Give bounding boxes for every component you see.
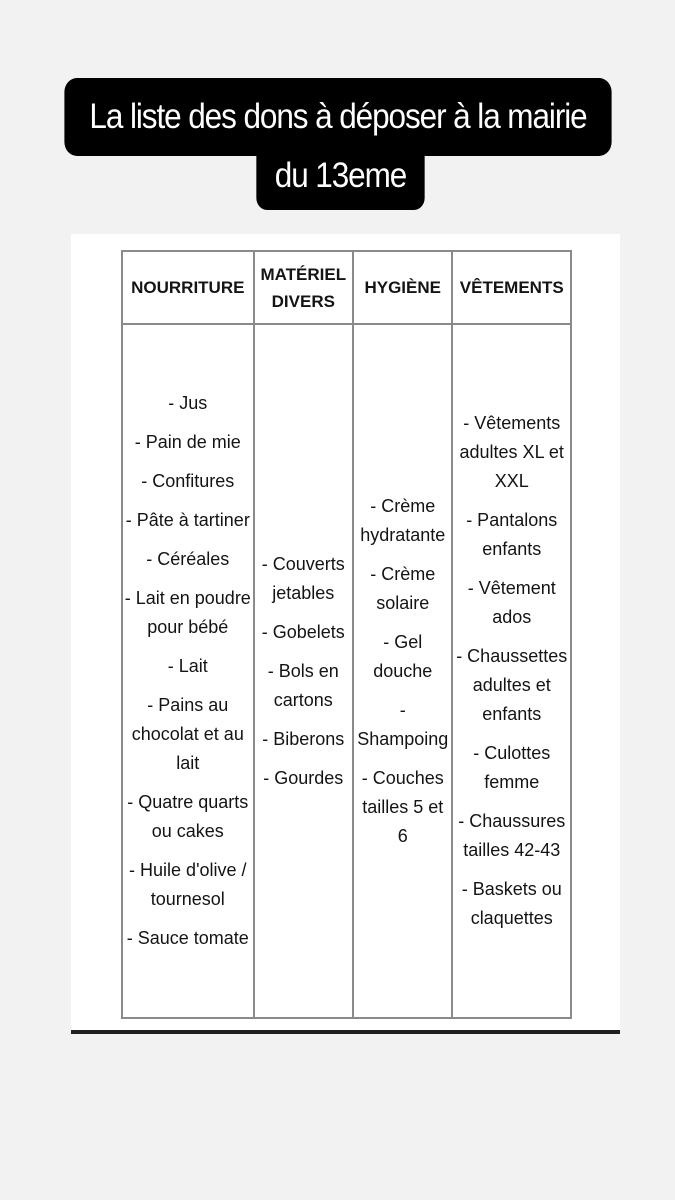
donations-table xyxy=(121,250,572,1019)
list-item: - Gel douche xyxy=(373,631,433,681)
item-list xyxy=(354,492,451,851)
column-header-vetements: VÊTEMENTS xyxy=(452,251,571,324)
list-item: - Chaussures tailles 42-43 xyxy=(458,811,566,860)
item-list xyxy=(453,409,570,933)
list-item: - Céréales xyxy=(146,549,230,569)
list-item: - Lait en poudre pour bébé xyxy=(124,588,251,637)
column-header-nourriture: NOURRITURE xyxy=(122,251,254,324)
column-header-hygiene: HYGIÈNE xyxy=(353,251,452,324)
list-item: - Gourdes xyxy=(263,767,344,788)
list-item: - Huile d'olive / tournesol xyxy=(129,860,247,909)
list-item: - Lait xyxy=(167,656,208,676)
item-list xyxy=(255,550,352,793)
list-item: - Chaussettes adultes et enfants xyxy=(456,646,568,724)
column-header-materiel-divers: MATÉRIEL DIVERS xyxy=(254,251,353,324)
column-cell-hygiene xyxy=(353,324,452,1018)
list-item: - Pâte à tartiner xyxy=(125,510,250,530)
list-item: - Sauce tomate xyxy=(126,928,249,948)
list-item: - Baskets ou claquettes xyxy=(461,879,562,928)
document-bottom-rule xyxy=(71,1030,620,1034)
column-cell-materiel-divers xyxy=(254,324,353,1018)
list-item: - Pantalons enfants xyxy=(466,510,558,559)
list-item: - Bols en cartons xyxy=(267,660,339,710)
list-item: - Pains au chocolat et au lait xyxy=(131,695,244,773)
list-item: - Vêtement ados xyxy=(467,578,556,627)
list-item: - Couverts jetables xyxy=(261,553,345,603)
table-header-row xyxy=(122,251,571,324)
list-item: - Vêtements adultes XL et XXL xyxy=(459,413,564,491)
list-item: - Jus xyxy=(168,393,208,413)
list-item: - Pain de mie xyxy=(134,432,241,452)
title-line-1: La liste des dons à déposer à la mairie xyxy=(64,78,611,156)
list-item: - Culottes femme xyxy=(473,743,551,792)
list-item: - Biberons xyxy=(262,728,345,749)
list-item: - Confitures xyxy=(141,471,235,491)
list-item: - Quatre quarts ou cakes xyxy=(127,792,249,841)
column-cell-nourriture xyxy=(122,324,254,1018)
list-item: - Gobelets xyxy=(261,621,345,642)
table-row xyxy=(122,324,571,1018)
item-list xyxy=(123,389,253,953)
list-item: - Couches tailles 5 et 6 xyxy=(361,767,444,846)
title-line-2: du 13eme xyxy=(256,150,424,210)
list-item: - Crème hydratante xyxy=(360,495,446,545)
list-item: - Crème solaire xyxy=(370,563,436,613)
column-cell-vetements xyxy=(452,324,571,1018)
list-item: - Shampoing xyxy=(357,699,449,749)
